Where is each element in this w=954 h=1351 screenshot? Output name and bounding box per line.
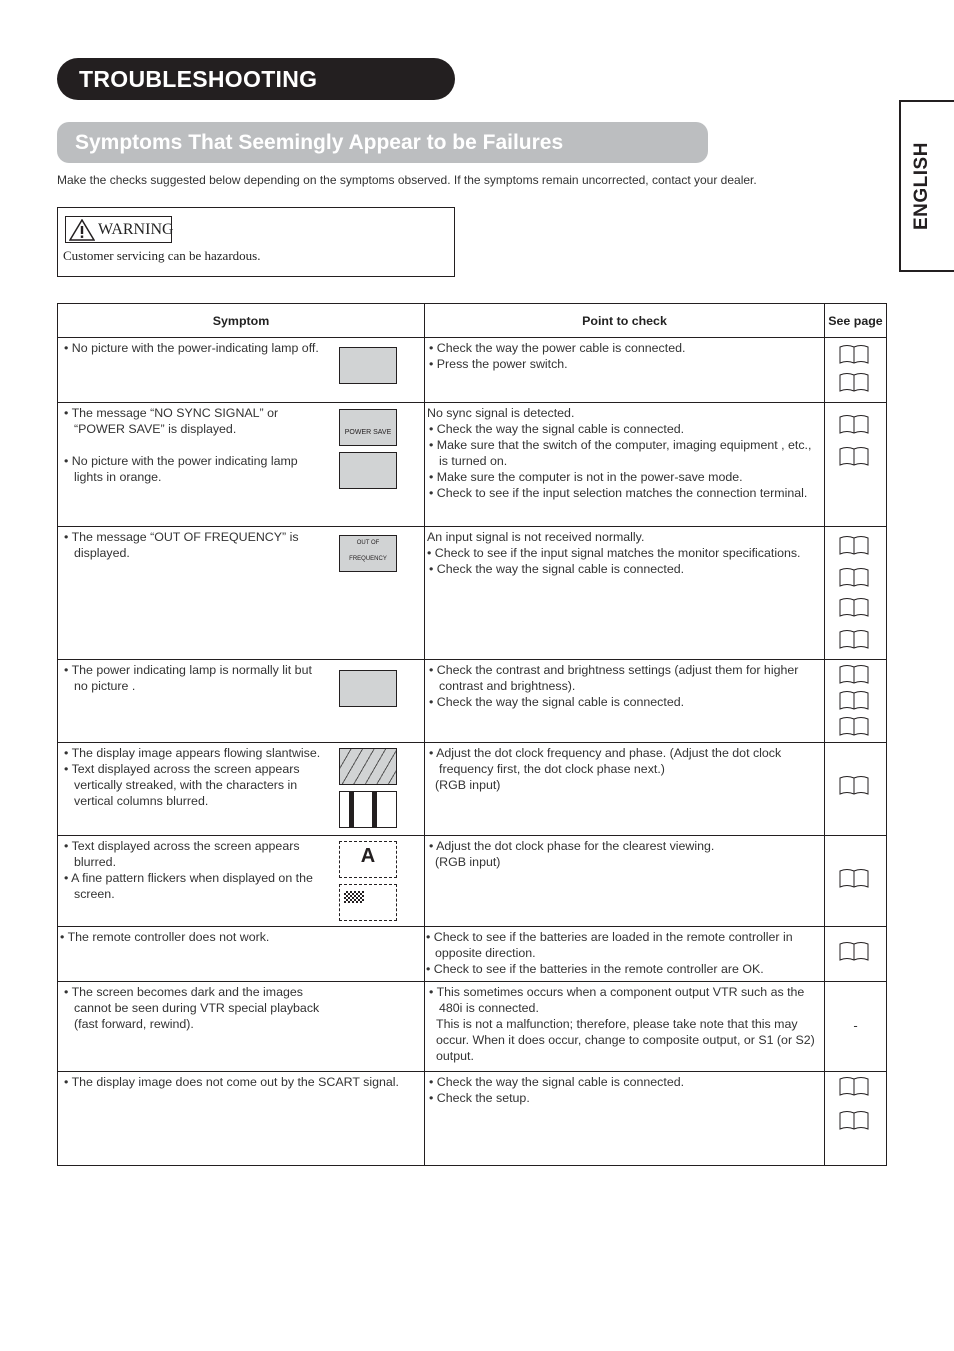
symptom-cell xyxy=(58,660,425,743)
page-cell xyxy=(825,927,887,982)
table-row xyxy=(58,338,887,403)
page-cell xyxy=(825,836,887,927)
warning-label xyxy=(65,216,172,243)
symptom-item: • Text displayed across the screen appears blurred. xyxy=(64,839,300,869)
symptom-cell xyxy=(58,927,425,982)
page-cell xyxy=(825,660,887,743)
check-cell xyxy=(425,527,825,660)
warning-box xyxy=(57,207,455,277)
symptom-cell xyxy=(58,836,425,927)
table-row xyxy=(58,836,887,927)
table-row xyxy=(58,982,887,1072)
check-note: (RGB input) xyxy=(435,855,501,869)
check-item: • Make sure that the switch of the computer, imaging equipment , etc., is turned on. xyxy=(429,438,812,468)
book-page-ref-icon xyxy=(839,690,869,711)
table-row xyxy=(58,403,887,527)
symptom-item: • No picture with the power-indicating lamp off. xyxy=(64,341,319,355)
blank-screen-illustration xyxy=(339,347,397,384)
flicker-pattern-illustration xyxy=(339,884,397,921)
book-page-ref-icon xyxy=(839,716,869,737)
slanted-image-illustration xyxy=(339,748,397,785)
check-cell xyxy=(425,338,825,403)
symptom-cell xyxy=(58,527,425,660)
check-item: • Make sure the computer is not in the power-save mode. xyxy=(429,470,743,484)
header-check: Point to check xyxy=(425,304,825,338)
check-cell xyxy=(425,1072,825,1166)
intro-text: Make the checks suggested below depending on the symptoms observed. If the symptoms remain uncorrected, contact your dealer. xyxy=(57,173,757,187)
book-page-ref-icon xyxy=(839,372,869,393)
no-page-ref: - xyxy=(853,1018,858,1033)
check-item: • Check the way the signal cable is connected. xyxy=(429,422,685,436)
power-save-screen-illustration: POWER SAVE xyxy=(339,409,397,446)
book-page-ref-icon xyxy=(839,1076,869,1097)
page-cell xyxy=(825,338,887,403)
book-page-ref-icon xyxy=(839,941,869,962)
blurred-letter-illustration: A xyxy=(339,841,397,878)
page-cell xyxy=(825,982,887,1072)
symptom-cell xyxy=(58,1072,425,1166)
check-cell xyxy=(425,743,825,836)
symptom-cell xyxy=(58,982,425,1072)
book-page-ref-icon xyxy=(839,629,869,650)
header-see-page: See page xyxy=(825,304,887,338)
book-page-ref-icon xyxy=(839,868,869,889)
symptom-item: • The screen becomes dark and the images cannot be seen during VTR special playback (fast forward, rewind). xyxy=(64,985,320,1031)
check-item: • Check the setup. xyxy=(429,1091,530,1105)
check-intro: No sync signal is detected. xyxy=(427,406,575,420)
symptom-item: • A fine pattern flickers when displayed on the screen. xyxy=(64,871,313,901)
page-cell xyxy=(825,743,887,836)
table-row xyxy=(58,1072,887,1166)
symptom-item: • The display image appears flowing slantwise. xyxy=(64,746,321,760)
warning-triangle-icon xyxy=(69,219,95,241)
section-title-bar xyxy=(57,122,708,163)
symptom-cell xyxy=(58,403,425,527)
out-of-frequency-screen-illustration: OUT OF FREQUENCY xyxy=(339,535,397,572)
check-item: • Adjust the dot clock frequency and phase. (Adjust the dot clock frequency first, the dot clock phase next.) xyxy=(429,746,782,776)
book-page-ref-icon xyxy=(839,664,869,685)
check-cell xyxy=(425,660,825,743)
check-note: (RGB input) xyxy=(435,778,501,792)
check-item: • Check to see if the batteries are loaded in the remote controller in opposite direction. xyxy=(426,930,793,960)
check-item: • Check to see if the batteries in the remote controller are OK. xyxy=(426,962,764,976)
vertical-streak-illustration xyxy=(339,791,397,828)
check-cell xyxy=(425,836,825,927)
language-tab-label: ENGLISH xyxy=(911,142,932,230)
check-item: • Check the way the signal cable is connected. xyxy=(429,695,685,709)
table-row xyxy=(58,527,887,660)
check-item: • Check to see if the input selection matches the connection terminal. xyxy=(429,486,808,500)
symptom-item: • The message “NO SYNC SIGNAL” or “POWER SAVE” is displayed. xyxy=(64,406,279,436)
page-cell xyxy=(825,527,887,660)
header-symptom: Symptom xyxy=(58,304,425,338)
book-page-ref-icon xyxy=(839,775,869,796)
check-item: • Check the way the power cable is connected. xyxy=(429,341,686,355)
page-cell xyxy=(825,1072,887,1166)
table-header-row xyxy=(58,304,887,338)
symptom-cell xyxy=(58,743,425,836)
check-item: • Press the power switch. xyxy=(429,357,568,371)
book-page-ref-icon xyxy=(839,446,869,467)
check-item: • Check the contrast and brightness settings (adjust them for higher contrast and brightness). xyxy=(429,663,799,693)
check-item: • Check the way the signal cable is connected. xyxy=(429,1075,685,1089)
language-tab xyxy=(899,100,954,272)
troubleshooting-table xyxy=(57,303,887,1166)
warning-text: Customer servicing can be hazardous. xyxy=(63,248,261,263)
check-item: • Check the way the signal cable is connected. xyxy=(429,562,685,576)
book-page-ref-icon xyxy=(839,535,869,556)
book-page-ref-icon xyxy=(839,597,869,618)
check-item: • This sometimes occurs when a component output VTR such as the 480i is connected. xyxy=(429,985,805,1015)
symptom-item: • The display image does not come out by the SCART signal. xyxy=(64,1075,399,1089)
table-row xyxy=(58,660,887,743)
symptom-item: • Text displayed across the screen appears vertically streaked, with the characters in vertical columns blurred. xyxy=(64,762,300,808)
symptom-item: • The power indicating lamp is normally lit but no picture . xyxy=(64,663,312,693)
symptom-item: • The remote controller does not work. xyxy=(60,930,270,944)
warning-label-text: WARNING xyxy=(98,221,174,238)
book-page-ref-icon xyxy=(839,344,869,365)
section-title: Symptoms That Seemingly Appear to be Failures xyxy=(75,131,564,154)
symptom-cell xyxy=(58,338,425,403)
page-title: TROUBLESHOOTING xyxy=(79,66,318,92)
symptom-item: • No picture with the power indicating lamp lights in orange. xyxy=(64,454,298,484)
blank-screen-illustration xyxy=(339,670,397,707)
book-page-ref-icon xyxy=(839,414,869,435)
blank-screen-illustration xyxy=(339,452,397,489)
check-cell xyxy=(425,982,825,1072)
check-cell xyxy=(425,927,825,982)
book-page-ref-icon xyxy=(839,567,869,588)
table-row xyxy=(58,927,887,982)
check-cell xyxy=(425,403,825,527)
page-title-bar xyxy=(57,58,455,100)
symptom-item: • The message “OUT OF FREQUENCY” is displayed. xyxy=(64,530,299,560)
check-note: This is not a malfunction; therefore, please take note that this may occur. When it does occur, change to composite output, or S1 (or S2) output. xyxy=(436,1017,815,1063)
check-intro: An input signal is not received normally. xyxy=(427,530,645,544)
book-page-ref-icon xyxy=(839,1110,869,1131)
check-item: • Check to see if the input signal matches the monitor specifications. xyxy=(427,546,801,560)
table-row xyxy=(58,743,887,836)
check-item: • Adjust the dot clock phase for the clearest viewing. xyxy=(429,839,715,853)
page-cell xyxy=(825,403,887,527)
